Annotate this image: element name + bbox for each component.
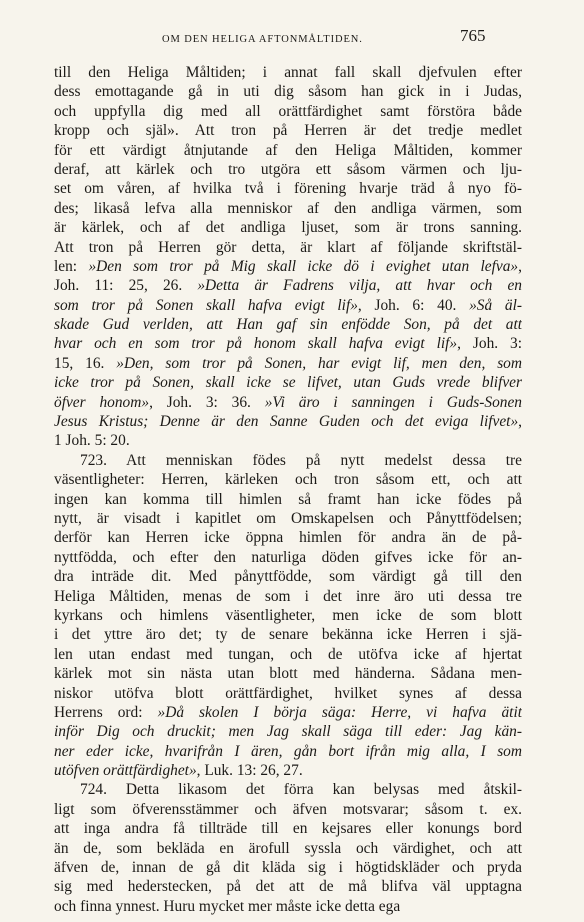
text-segment: kropp och själ». Att tron på Herren är det tredje medlet — [54, 122, 522, 140]
text-line — [54, 82, 522, 101]
text-line — [54, 722, 522, 741]
text-line — [54, 276, 522, 295]
text-line — [54, 334, 522, 353]
text-line — [54, 567, 522, 586]
text-line — [54, 664, 522, 683]
text-segment: 1 Joh. 5: 20. — [54, 432, 130, 450]
text-line — [54, 296, 522, 315]
text-segment: 724. Detta likasom det förra kan belysas med åtskil- — [80, 781, 522, 799]
italic-quote-segment: »Vi äro i sanningen i Guds-Sonen — [264, 393, 522, 411]
text-line — [54, 451, 522, 470]
italic-quote-segment: icke tror på Sonen, skall icke se lifvet, utan Guds vrede blifver — [54, 374, 522, 392]
text-line — [54, 625, 522, 644]
text-segment: , Joh. 3: — [457, 335, 522, 353]
text-segment: Att tron på Herren gör detta, är klart af följande skriftstäl- — [54, 238, 522, 256]
text-line — [54, 819, 522, 838]
text-segment: , — [518, 257, 522, 275]
running-head: OM DEN HELIGA AFTONMÅLTIDEN. — [162, 34, 363, 45]
text-line — [54, 548, 522, 567]
text-line — [54, 199, 522, 218]
text-segment: dess emottagande gå in uti dig såsom han gick in i Judas, — [54, 83, 522, 101]
text-line — [54, 412, 522, 431]
page-header — [0, 26, 584, 50]
text-line — [54, 780, 522, 799]
text-segment: dra inträde dit. Med pånyttfödde, som värdigt gå till den — [54, 568, 522, 586]
text-line — [54, 742, 522, 761]
italic-quote-segment: ner eder icke, hvarifrån I ären, gån bort ifrån mig alla, I som — [54, 742, 522, 760]
text-line — [54, 470, 522, 489]
text-line — [54, 257, 522, 276]
text-segment: , Joh. 6: 40. — [357, 296, 470, 314]
text-segment: 723. Att menniskan födes på nytt medelst dessa tre — [80, 451, 522, 469]
text-segment: än de, som bekläda en ärofull syssla och värdighet, och att — [54, 839, 522, 857]
text-line — [54, 858, 522, 877]
text-line — [54, 897, 522, 916]
text-line — [54, 179, 522, 198]
text-segment: deraf, att kärlek och tro utgöra ett såsom värmen och lju- — [54, 160, 522, 178]
text-line — [54, 606, 522, 625]
italic-quote-segment: inför Dig och druckit; men Jag skall säga till eder: Jag kän- — [54, 723, 522, 741]
text-line — [54, 393, 522, 412]
text-segment: , Joh. 3: 36. — [149, 393, 265, 411]
text-line — [54, 141, 522, 160]
text-line — [54, 121, 522, 140]
italic-quote-segment: utöfven orättfärdighet» — [54, 762, 197, 780]
italic-quote-segment: öfver honom» — [54, 393, 150, 411]
text-line — [54, 703, 522, 722]
text-segment: , — [518, 413, 522, 431]
italic-quote-segment: »Den, som tror på Sonen, har evigt lif, men den, som — [116, 354, 522, 372]
text-line — [54, 684, 522, 703]
text-line — [54, 587, 522, 606]
text-line — [54, 431, 522, 450]
text-segment: , Luk. 13: 26, 27. — [196, 762, 303, 780]
italic-quote-segment: Jesus Kristus; Denne är den Sanne Guden och det eviga lifvet» — [54, 413, 519, 431]
text-segment: och uppfylla dig med all orättfärdighet samt förstöra både — [54, 102, 522, 120]
text-line — [54, 102, 522, 121]
text-segment: derför kan Herren icke öppna himlen för andra än de på- — [54, 529, 522, 547]
text-line — [54, 645, 522, 664]
text-segment: ingen kan komma till himlen så framt han icke födes på — [54, 490, 522, 508]
text-line — [54, 800, 522, 819]
text-segment: des; likaså lefva alla menniskor af den andliga värmen, som — [54, 199, 522, 217]
text-line — [54, 315, 522, 334]
italic-quote-segment: skade Gud verlden, att Han gaf sin enfödde Son, på det att — [54, 316, 522, 334]
text-segment: för ett värdigt åtnjutande af den Heliga Måltiden, kommer — [54, 141, 522, 159]
text-segment: kärlek mot sin nästa utan blott med händerna. Sådana men- — [54, 665, 522, 683]
text-line — [54, 160, 522, 179]
italic-quote-segment: »Den som tror på Mig skall icke dö i evighet utan lefva» — [88, 257, 519, 275]
text-segment: är kärlek, och af det andliga ljuset, som är trons sanning. — [54, 219, 522, 237]
text-line — [54, 373, 522, 392]
text-line — [54, 218, 522, 237]
text-segment: att inga andra få tillträde till en kejsares eller konungs bord — [54, 820, 522, 838]
italic-quote-segment: »Då skolen I börja säga: Herre, vi hafva ätit — [157, 703, 522, 721]
text-line — [54, 877, 522, 896]
text-segment: väsentligheter: Herren, kärleken och tron såsom ett, och att — [54, 471, 522, 489]
text-segment: kyrkans och himlens väsentligheter, men icke de som blott — [54, 606, 522, 624]
text-segment: Heliga Måltiden, menas de som i det inre äro uti dessa tre — [54, 587, 522, 605]
text-segment: set om våren, af hvilka två i förening hvarje träd å nyo fö- — [54, 180, 522, 198]
text-segment: i det yttre äro det; ty de senare bekänna icke Herren i sjä- — [54, 626, 522, 644]
body-text — [54, 63, 522, 916]
text-segment: Herrens ord: — [54, 703, 158, 721]
text-line — [54, 490, 522, 509]
text-line — [54, 839, 522, 858]
text-line — [54, 238, 522, 257]
text-line — [54, 354, 522, 373]
text-segment: Joh. 11: 25, 26. — [54, 277, 198, 295]
text-segment: len utan endast med tungan, och de utöfva icke af hjertat — [54, 645, 522, 663]
text-segment: nyttfödda, och efter den naturliga döden gifves icke för an- — [54, 548, 522, 566]
text-line — [54, 63, 522, 82]
text-segment: ligt som öfverensstämmer och äfven motsvarar; såsom t. ex. — [54, 800, 522, 818]
text-segment: 15, 16. — [54, 354, 117, 372]
text-segment: len: — [54, 257, 89, 275]
text-segment: nytt, är visadt i kapitlet om Omskapelsen och Pånyttfödelsen; — [54, 509, 522, 527]
text-segment: sig med hederstecken, på det att de må blifva väl upptagna — [54, 878, 522, 896]
italic-quote-segment: »Detta är Fadrens vilja, att hvar och en — [197, 277, 522, 295]
italic-quote-segment: hvar och en som tror på honom skall hafva evigt lif» — [54, 335, 458, 353]
page-number: 765 — [460, 26, 486, 45]
text-segment: och finna ynnest. Huru mycket mer måste icke detta ega — [54, 897, 401, 915]
text-line — [54, 528, 522, 547]
text-segment: till den Heliga Måltiden; i annat fall skall djefvulen efter — [54, 64, 522, 81]
text-line — [54, 761, 522, 780]
text-line — [54, 509, 522, 528]
text-segment: niskor utöfva blott orättfärdighet, hvilket synes af dessa — [54, 684, 522, 702]
text-segment: äfven de, innan de gå dit kläda sig i högtidskläder och pryda — [54, 859, 522, 877]
italic-quote-segment: som tror på Sonen skall hafva evigt lif» — [54, 296, 358, 314]
italic-quote-segment: »Så äl- — [469, 296, 522, 314]
